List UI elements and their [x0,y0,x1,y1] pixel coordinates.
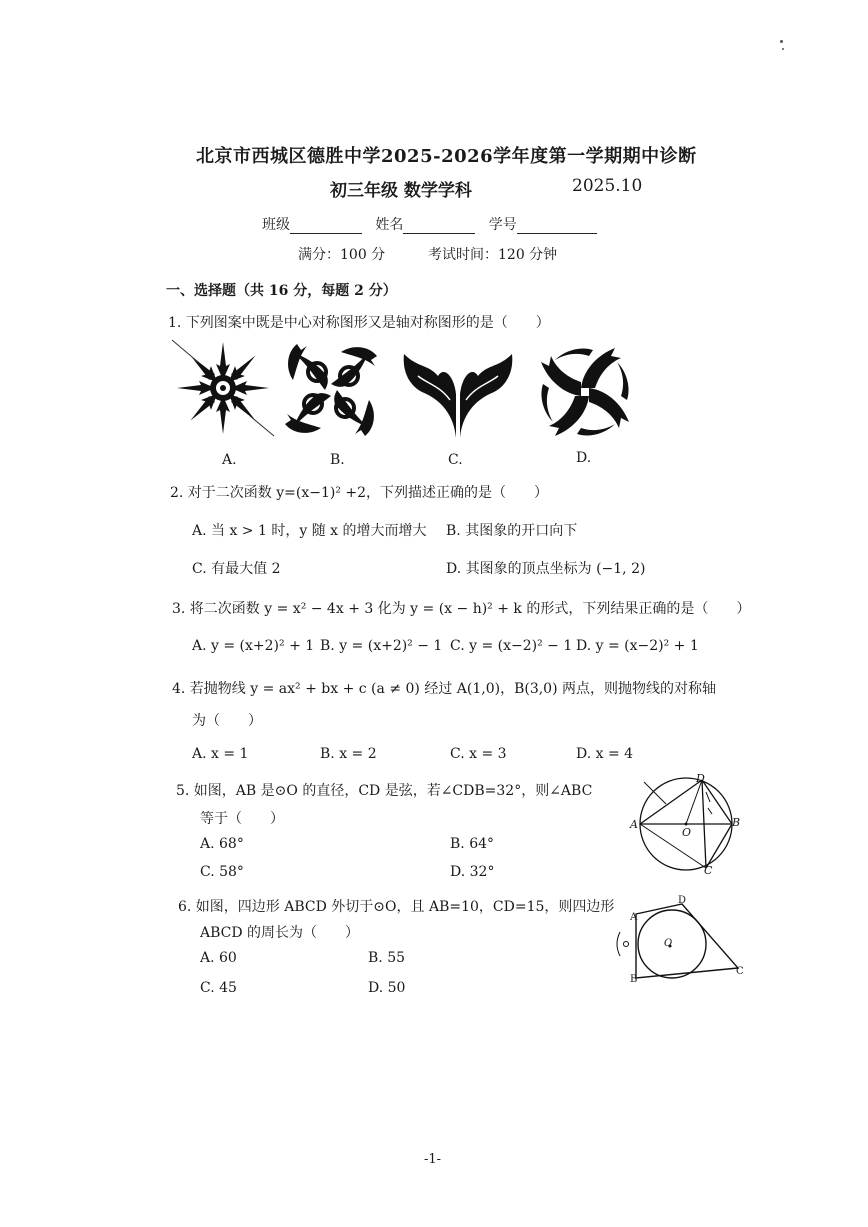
q2-option-d[interactable]: D. 其图象的顶点坐标为 (−1, 2) [446,561,646,577]
question-6-stem: 6. 如图，四边形 ABCD 外切于⊙O，且 AB=10，CD=15，则四边形 [178,899,615,915]
class-blank[interactable] [290,219,362,234]
q6-option-a[interactable]: A. 60 [200,950,237,966]
figure-q5-circle-diagram [626,768,748,880]
q6-option-c[interactable]: C. 45 [200,980,237,996]
q3-option-b[interactable]: B. y = (x+2)² − 1 [320,638,443,654]
class-label: 班级 [262,217,290,233]
q5-option-d[interactable]: D. 32° [450,864,495,880]
name-blank[interactable] [403,219,475,234]
fig6-label-o: O [664,938,673,949]
exam-time: 考试时间：120 分钟 [428,247,558,263]
fig5-label-d: D [696,772,705,785]
id-blank[interactable] [517,219,597,234]
question-5-stem: 5. 如图，AB 是⊙O 的直径，CD 是弦，若∠CDB=32°，则∠ABC [176,783,593,799]
fig6-label-c: C [736,966,744,977]
question-2-stem: 2. 对于二次函数 y=(x−1)² +2，下列描述正确的是（ ） [170,485,549,501]
q2-option-c[interactable]: C. 有最大值 2 [192,561,281,577]
student-info-row [262,214,597,234]
figure-d-spiral-icon [532,340,638,444]
q4-option-a[interactable]: A. x = 1 [192,746,249,762]
exam-title: 北京市西城区德胜中学2025-2026学年度第一学期期中诊断 [196,146,697,167]
scan-speck [780,40,783,43]
q1-option-b[interactable]: B. [330,452,345,468]
q5-option-b[interactable]: B. 64° [450,836,495,852]
question-3-stem: 3. 将二次函数 y = x² − 4x + 3 化为 y = (x − h)² + k 的形式，下列结果正确的是（ ） [172,601,751,617]
q2-option-a[interactable]: A. 当 x > 1 时，y 随 x 的增大而增大 [192,523,427,539]
exam-date: 2025.10 [572,176,643,196]
full-score: 满分：100 分 [298,247,386,263]
q4-option-b[interactable]: B. x = 2 [320,746,377,762]
grade-subject: 初三年级 数学学科 [330,181,472,201]
figure-c-wings-icon [398,346,518,442]
q1-option-d[interactable]: D. [576,450,592,466]
fig5-label-a: A [630,818,638,831]
q6-option-b[interactable]: B. 55 [368,950,406,966]
fig5-label-b: B [732,816,741,829]
q3-option-c[interactable]: C. y = (x−2)² − 1 [450,638,573,654]
question-4-stem: 4. 若抛物线 y = ax² + bx + c (a ≠ 0) 经过 A(1,0)，B(3,0) 两点，则抛物线的对称轴 [172,681,716,697]
q5-option-c[interactable]: C. 58° [200,864,244,880]
fig6-label-b: B [630,974,638,985]
q4-option-c[interactable]: C. x = 3 [450,746,507,762]
question-4-stem-cont: 为（ ） [192,713,262,729]
q5-option-a[interactable]: A. 68° [200,836,244,852]
fig5-label-o: O [682,826,692,839]
fig5-label-c: C [704,864,713,877]
figure-b-swirl-icon [280,340,382,440]
id-label: 学号 [488,217,517,233]
page-number: -1- [424,1152,442,1167]
figure-a-snowflake-icon [168,336,278,440]
name-label: 姓名 [375,217,404,233]
q1-option-a[interactable]: A. [222,452,237,468]
fig6-label-a: A [630,912,638,923]
q3-option-d[interactable]: D. y = (x−2)² + 1 [576,638,699,654]
q3-option-a[interactable]: A. y = (x+2)² + 1 [192,638,315,654]
fig6-label-d: D [678,895,687,906]
q4-option-d[interactable]: D. x = 4 [576,746,634,762]
question-6-stem-cont: ABCD 的周长为（ ） [200,925,360,941]
q2-option-b[interactable]: B. 其图象的开口向下 [446,523,578,539]
section-heading: 一、选择题（共 16 分，每题 2 分） [166,283,397,299]
q6-option-d[interactable]: D. 50 [368,980,406,996]
q1-option-c[interactable]: C. [448,452,463,468]
question-1-stem: 1. 下列图案中既是中心对称图形又是轴对称图形的是（ ） [168,315,550,331]
question-5-stem-cont: 等于（ ） [200,811,284,827]
scan-speck [782,48,784,50]
